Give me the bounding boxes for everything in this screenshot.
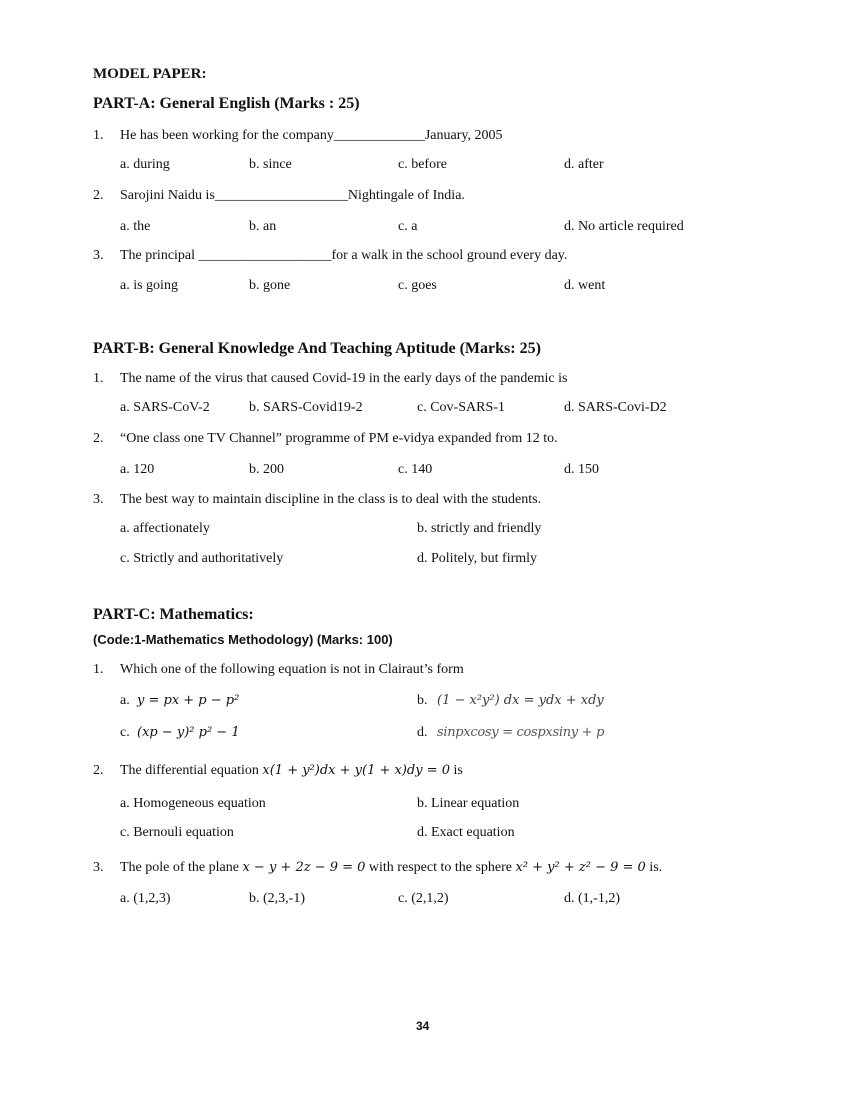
part-c-code: (Code:1-Mathematics Methodology) (Marks: 100) (93, 632, 393, 647)
option-b: b. an (249, 219, 277, 234)
option-c: c. 140 (398, 462, 433, 477)
plane-formula: x − y + 2z − 9 = 0 (242, 860, 366, 875)
question-number: 2. (93, 188, 104, 203)
part-b-heading: PART-B: General Knowledge And Teaching Aptitude (Marks: 25) (93, 340, 541, 357)
question-number: 3. (93, 248, 104, 263)
option-d: d. No article required (564, 219, 684, 234)
option-b: b. SARS-Covid19-2 (249, 400, 363, 415)
question-text: Which one of the following equation is not in Clairaut’s form (120, 662, 464, 677)
option-b: b. since (249, 157, 292, 172)
option-d-formula: sinpxcosy = cospxsiny + p (437, 725, 605, 740)
question-number: 1. (93, 371, 104, 386)
question-text: The name of the virus that caused Covid-19 in the early days of the pandemic is (120, 371, 568, 386)
question-number: 2. (93, 763, 104, 778)
option-d: d. Exact equation (417, 825, 515, 840)
question-text-pre: The pole of the plane (120, 860, 243, 875)
option-a-label: a. (120, 693, 130, 708)
option-c: c. Bernouli equation (120, 825, 234, 840)
option-b: b. gone (249, 278, 291, 293)
option-a: a. the (120, 219, 151, 234)
option-d: d. Politely, but firmly (417, 551, 538, 566)
question-text: Sarojini Naidu is___________________Nightingale of India. (120, 188, 465, 203)
question-number: 3. (93, 860, 104, 875)
option-a: a. during (120, 157, 170, 172)
question-text (120, 763, 463, 779)
option-c: c. Cov-SARS-1 (417, 400, 505, 415)
option-d: d. SARS-Covi-D2 (564, 400, 667, 415)
option-a: a. SARS-CoV-2 (120, 400, 210, 415)
option-b: b. (2,3,-1) (249, 891, 305, 906)
question-text-pre: The differential equation (120, 763, 263, 778)
option-b-label: b. (417, 693, 428, 708)
option-c: c. Strictly and authoritatively (120, 551, 284, 566)
option-a: a. affectionately (120, 521, 210, 536)
option-a-formula: y = px + p − p² (137, 693, 240, 708)
option-c: c. before (398, 157, 447, 172)
part-a-heading: PART-A: General English (Marks : 25) (93, 95, 360, 112)
option-b: b. strictly and friendly (417, 521, 542, 536)
option-a: a. Homogeneous equation (120, 796, 266, 811)
question-text-post: is. (645, 860, 663, 875)
option-c: c. (2,1,2) (398, 891, 449, 906)
option-d: d. (1,-1,2) (564, 891, 620, 906)
page-number: 34 (416, 1019, 430, 1033)
question-text: The best way to maintain discipline in the class is to deal with the students. (120, 492, 542, 507)
sphere-formula: x² + y² + z² − 9 = 0 (515, 860, 646, 875)
option-d: d. went (564, 278, 606, 293)
question-text-post: is (450, 763, 463, 778)
option-c: c. goes (398, 278, 437, 293)
option-b: b. Linear equation (417, 796, 520, 811)
question-text-mid: with respect to the sphere (365, 860, 516, 875)
option-c: c. a (398, 219, 418, 234)
question-number: 1. (93, 128, 104, 143)
part-c-heading: PART-C: Mathematics: (93, 606, 254, 623)
option-b-formula: (1 − x²y²) dx = ydx + xdy (437, 693, 604, 708)
option-d: d. after (564, 157, 604, 172)
question-text: “One class one TV Channel” programme of PM e-vidya expanded from 12 to. (120, 431, 558, 446)
question-number: 2. (93, 431, 104, 446)
option-a: a. 120 (120, 462, 155, 477)
option-a: a. is going (120, 278, 178, 293)
option-a: a. (1,2,3) (120, 891, 171, 906)
option-d-label: d. (417, 725, 428, 740)
option-c-formula: (xp − y)² p² − 1 (137, 725, 240, 740)
option-d: d. 150 (564, 462, 599, 477)
paper-title: MODEL PAPER: (93, 66, 207, 82)
question-text (120, 860, 662, 876)
question-text: He has been working for the company_____________January, 2005 (120, 128, 503, 143)
question-number: 3. (93, 492, 104, 507)
option-b: b. 200 (249, 462, 284, 477)
question-text: The principal ___________________for a walk in the school ground every day. (120, 248, 568, 263)
question-number: 1. (93, 662, 104, 677)
question-formula: x(1 + y²)dx + y(1 + x)dy = 0 (262, 763, 451, 778)
option-c-label: c. (120, 725, 130, 740)
